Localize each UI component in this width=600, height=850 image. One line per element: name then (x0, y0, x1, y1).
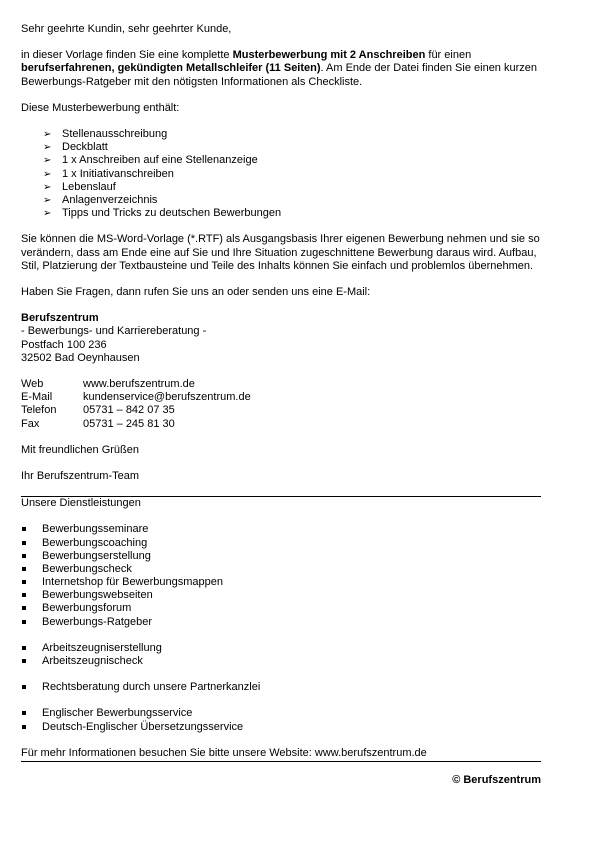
phone-number: 05731 – 842 07 35 (83, 404, 175, 417)
services-list (21, 523, 541, 629)
square-bullet-icon (22, 685, 26, 689)
arrow-bullet-icon: ➢ (43, 194, 52, 206)
contents-heading: Diese Musterbewerbung enthält: (21, 101, 180, 114)
company-subtitle: - Bewerbungs- und Karriereberatung - (21, 325, 207, 338)
square-bullet-icon (22, 593, 26, 597)
square-bullet-icon (22, 541, 26, 545)
intro-bold-1: Musterbewerbung mit 2 Anschreiben (232, 49, 426, 62)
arrow-bullet-icon: ➢ (43, 208, 52, 220)
list-item: Arbeitszeugnischeck (21, 655, 541, 668)
contact-row-web: Web www.berufszentrum.de (21, 377, 195, 390)
list-item: Internetshop für Bewerbungsmappen (21, 576, 541, 589)
signature: Ihr Berufszentrum-Team (21, 469, 139, 482)
services-heading: Unsere Dienstleistungen (21, 497, 141, 510)
city: 32502 Bad Oeynhausen (21, 351, 140, 364)
services-list-english (21, 707, 541, 733)
contents-list (21, 128, 541, 220)
list-item: Bewerbungsseminare (21, 523, 541, 536)
questions-paragraph: Haben Sie Fragen, dann rufen Sie uns an oder senden uns eine E-Mail: (21, 285, 371, 298)
fax-number: 05731 – 245 81 30 (83, 417, 175, 430)
arrow-bullet-icon: ➢ (43, 168, 52, 180)
contact-table (21, 378, 541, 431)
list-item: ➢ 1 x Initiativanschreiben (43, 167, 174, 180)
arrow-bullet-icon: ➢ (43, 155, 52, 167)
usage-paragraph: Sie können die MS-Word-Vorlage (*.RTF) als Ausgangsbasis Ihrer eigenen Bewerbung nehmen und sie so verändern, dass am Ende eine auf Sie und Ihre Situation zugeschnittene Bewerbung daraus wird. Aufbau, Stil, Platzierung der Textbausteine und Teile des Inhalts können Sie einfach und problemlos übernehmen. (21, 233, 540, 272)
contact-row-fax: Fax 05731 – 245 81 30 (21, 417, 175, 430)
list-item: Bewerbungscheck (21, 563, 541, 576)
list-item: Bewerbungscoaching (21, 537, 541, 550)
company-name: Berufszentrum (21, 312, 99, 325)
contact-row-email: E-Mail kundenservice@berufszentrum.de (21, 391, 251, 404)
closing: Mit freundlichen Grüßen (21, 443, 139, 456)
intro-text-3: . Am Ende der Datei finden Sie einen kurzen Bewerbungs-Ratgeber mit den nötigsten Informationen als Checkliste. (21, 62, 537, 88)
list-item: Deutsch-Englischer Übersetzungsservice (21, 721, 541, 734)
intro-text-1: in dieser Vorlage finden Sie eine komplette (21, 49, 233, 62)
list-item: Bewerbungswebseiten (21, 589, 541, 602)
web-link[interactable]: www.berufszentrum.de (83, 377, 195, 390)
arrow-bullet-icon: ➢ (43, 129, 52, 141)
square-bullet-icon (22, 567, 26, 571)
square-bullet-icon (22, 646, 26, 650)
list-item: ➢ Lebenslauf (43, 180, 116, 193)
square-bullet-icon (22, 711, 26, 715)
list-item: Bewerbungs-Ratgeber (21, 616, 541, 629)
address-block (21, 312, 541, 365)
email-link[interactable]: kundenservice@berufszentrum.de (83, 391, 251, 404)
square-bullet-icon (22, 659, 26, 663)
list-item: ➢ Anlagenverzeichnis (43, 193, 158, 206)
square-bullet-icon (22, 725, 26, 729)
street: Postfach 100 236 (21, 338, 107, 351)
list-item: ➢ Deckblatt (43, 141, 108, 154)
list-item: Englischer Bewerbungsservice (21, 707, 541, 720)
greeting: Sehr geehrte Kundin, sehr geehrter Kunde, (21, 23, 232, 35)
list-item: Arbeitszeugniserstellung (21, 642, 541, 655)
footer-info: Für mehr Informationen besuchen Sie bitte unsere Website: www.berufszentrum.de (21, 747, 541, 762)
arrow-bullet-icon: ➢ (43, 181, 52, 193)
document-page (21, 23, 541, 787)
square-bullet-icon (22, 580, 26, 584)
list-item: ➢ Stellenausschreibung (43, 128, 168, 141)
list-item: Bewerbungsforum (21, 602, 541, 615)
services-list-legal (21, 681, 541, 694)
square-bullet-icon (22, 620, 26, 624)
square-bullet-icon (22, 606, 26, 610)
square-bullet-icon (22, 527, 26, 531)
list-item: ➢ 1 x Anschreiben auf eine Stellenanzeige (43, 154, 258, 167)
square-bullet-icon (22, 554, 26, 558)
services-list-zeugnis (21, 642, 541, 668)
list-item: ➢ Tipps und Tricks zu deutschen Bewerbungen (43, 207, 282, 220)
intro-text-2: für einen (425, 49, 472, 62)
contact-row-phone: Telefon 05731 – 842 07 35 (21, 404, 175, 417)
intro-paragraph (21, 49, 541, 89)
intro-bold-2: berufserfahrenen, gekündigten Metallschleifer (11 Seiten) (21, 62, 321, 75)
copyright: © Berufszentrum (452, 773, 541, 786)
list-item: Rechtsberatung durch unsere Partnerkanzlei (21, 681, 541, 694)
list-item: Bewerbungserstellung (21, 550, 541, 563)
arrow-bullet-icon: ➢ (43, 142, 52, 154)
